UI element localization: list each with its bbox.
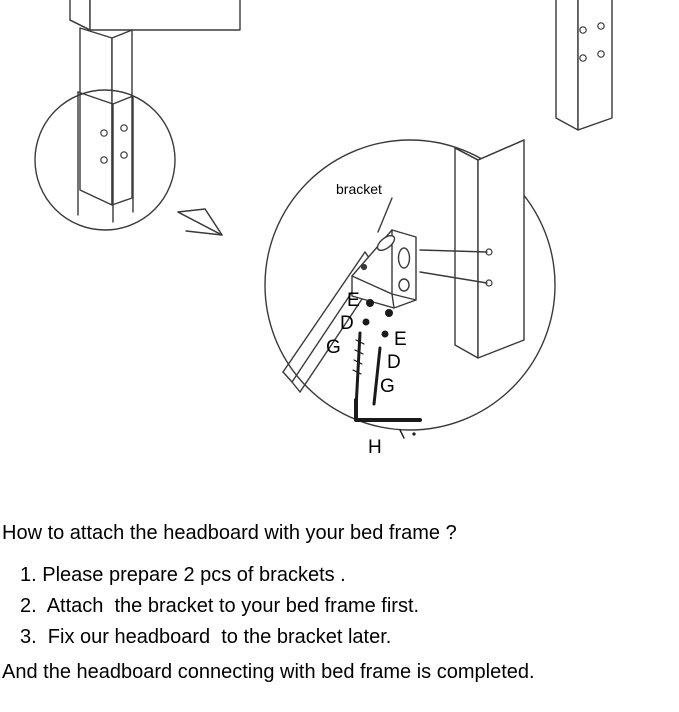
part-label-E-left: E	[347, 290, 360, 311]
headboard-panel-top-left	[70, 0, 240, 30]
part-label-D-left: D	[340, 313, 354, 334]
list-item: 2. Attach the bracket to your bed frame first.	[20, 595, 420, 617]
bracket-leader-line	[378, 198, 392, 232]
bracket-part	[352, 230, 416, 308]
list-item: 1. Please prepare 2 pcs of brackets .	[20, 564, 346, 586]
part-label-G-left: G	[326, 337, 341, 358]
bed-frame-leg-top-right	[556, 0, 612, 130]
allen-key-tool	[356, 400, 420, 438]
part-label-G-right: G	[380, 376, 395, 397]
part-label-D-right: D	[387, 352, 401, 373]
zoom-arrow	[178, 209, 222, 235]
fastener-set-left	[353, 299, 374, 408]
instructions-steps	[0, 560, 679, 653]
headboard-left-leg	[80, 28, 132, 205]
bracket-callout-label: bracket	[336, 181, 382, 197]
tool-label-H: H	[368, 437, 382, 458]
instructions-question: How to attach the headboard with your bed frame ?	[2, 522, 457, 544]
list-item: 3. Fix our headboard to the bracket later.	[20, 626, 392, 648]
instructions-block	[0, 520, 679, 685]
part-label-E-right: E	[394, 329, 407, 350]
instructions-closing: And the headboard connecting with bed frame is completed.	[2, 661, 535, 683]
